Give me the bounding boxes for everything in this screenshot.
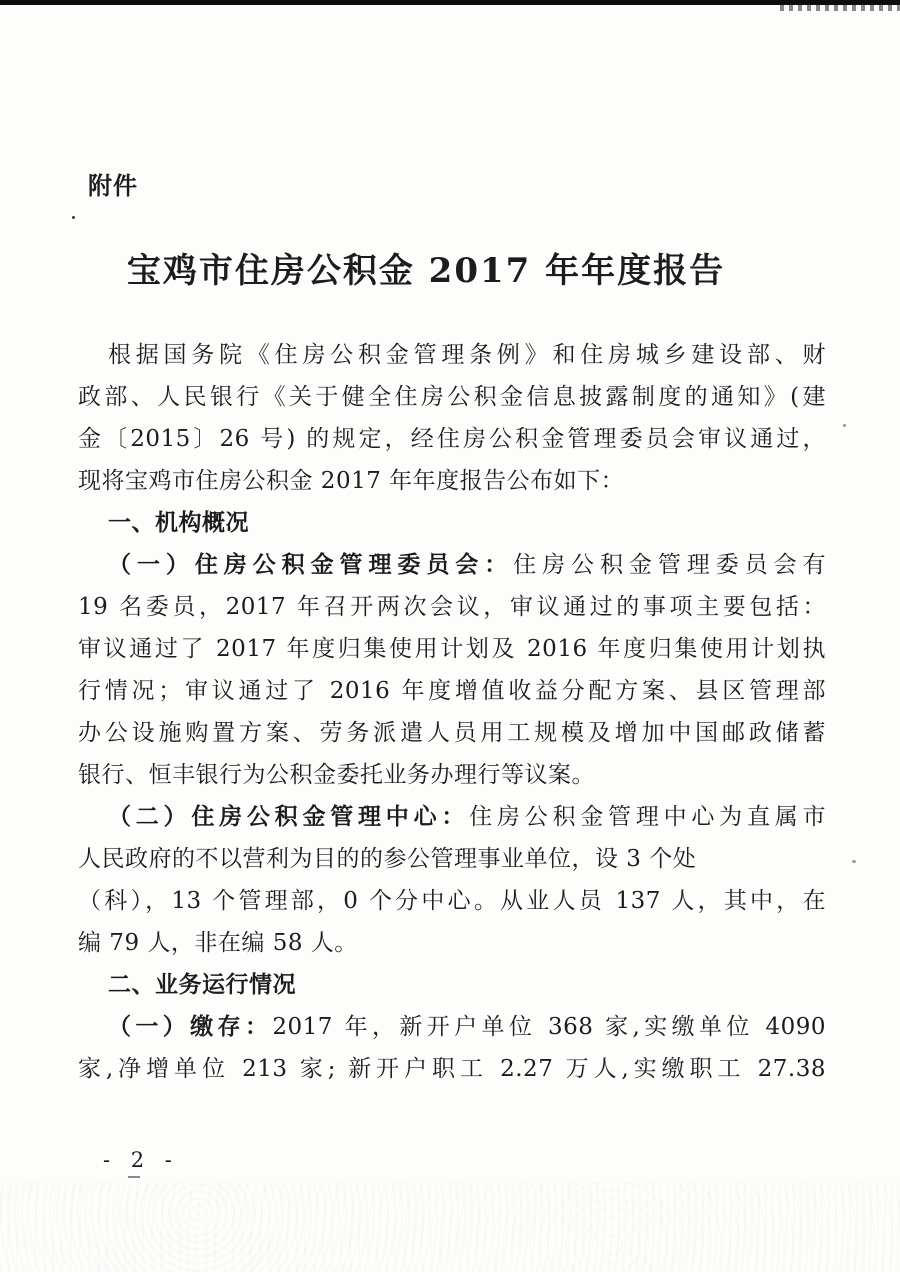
document-line xyxy=(78,502,826,544)
document-line xyxy=(78,754,826,796)
document-line xyxy=(78,880,826,922)
text-segment: 住房公积金管理委员会有 xyxy=(513,552,826,578)
document-title: 宝鸡市住房公积金 2017 年年度报告 xyxy=(126,251,726,291)
document-line xyxy=(78,376,826,418)
scan-artifact-top-edge xyxy=(0,0,900,5)
bold-text-segment: （一）住房公积金管理委员会： xyxy=(108,551,514,578)
text-segment: 编 79 人，非在编 58 人。 xyxy=(78,930,358,956)
document-line xyxy=(78,964,826,1006)
text-segment: 人民政府的不以营利为目的的参公管理事业单位，设 3 个处 xyxy=(78,846,697,872)
bold-text-segment: 二、业务运行情况 xyxy=(108,971,296,998)
document-line xyxy=(78,712,826,754)
text-segment: 政部、人民银行《关于健全住房公积金信息披露制度的通知》(建 xyxy=(78,384,826,410)
attachment-label: 附件 xyxy=(88,171,138,200)
bold-text-segment: （一）缴存： xyxy=(108,1013,273,1040)
document-line xyxy=(78,670,826,712)
scan-speck xyxy=(852,860,856,863)
text-segment: 办公设施购置方案、劳务派遣人员用工规模及增加中国邮政储蓄 xyxy=(78,720,826,746)
scan-artifact-smudge xyxy=(780,5,900,11)
text-segment: 审议通过了 2017 年度归集使用计划及 2016 年度归集使用计划执 xyxy=(78,636,826,662)
text-segment: 银行、恒丰银行为公积金委托业务办理行等议案。 xyxy=(78,762,595,788)
text-segment: 住房公积金管理中心为直属市 xyxy=(469,804,827,830)
text-segment: 根据国务院《住房公积金管理条例》和住房城乡建设部、财 xyxy=(108,342,826,368)
document-line xyxy=(78,418,826,460)
text-segment: 家,净增单位 213 家; 新开户职工 2.27 万人,实缴职工 27.38 xyxy=(78,1056,826,1082)
scan-speck xyxy=(843,424,846,427)
text-segment: 现将宝鸡市住房公积金 2017 年年度报告公布如下： xyxy=(78,468,625,494)
document-line xyxy=(78,586,826,628)
document-line xyxy=(78,628,826,670)
document-line xyxy=(78,838,826,880)
document-line xyxy=(78,544,826,586)
document-line xyxy=(78,1048,826,1090)
text-segment: 行情况；审议通过了 2016 年度增值收益分配方案、县区管理部 xyxy=(78,678,826,704)
text-segment: 2017 年，新开户单位 368 家,实缴单位 4090 xyxy=(272,1014,826,1040)
text-segment: 金〔2015〕26 号) 的规定，经住房公积金管理委员会审议通过， xyxy=(78,426,826,452)
document-body xyxy=(78,334,826,1090)
text-segment: 19 名委员，2017 年召开两次会议，审议通过的事项主要包括： xyxy=(78,594,826,620)
text-segment: （科），13 个管理部，0 个分中心。从业人员 137 人，其中，在 xyxy=(78,888,826,914)
scan-speck xyxy=(72,216,75,219)
scan-noise-texture xyxy=(0,1182,900,1272)
document-line xyxy=(78,334,826,376)
document-line xyxy=(78,922,826,964)
page-number: - 2 - xyxy=(103,1148,179,1172)
document-line xyxy=(78,796,826,838)
bold-text-segment: （二）住房公积金管理中心： xyxy=(108,803,470,830)
document-line xyxy=(78,460,826,502)
scan-speck xyxy=(128,1176,140,1178)
bold-text-segment: 一、机构概况 xyxy=(108,509,249,536)
document-line xyxy=(78,1006,826,1048)
